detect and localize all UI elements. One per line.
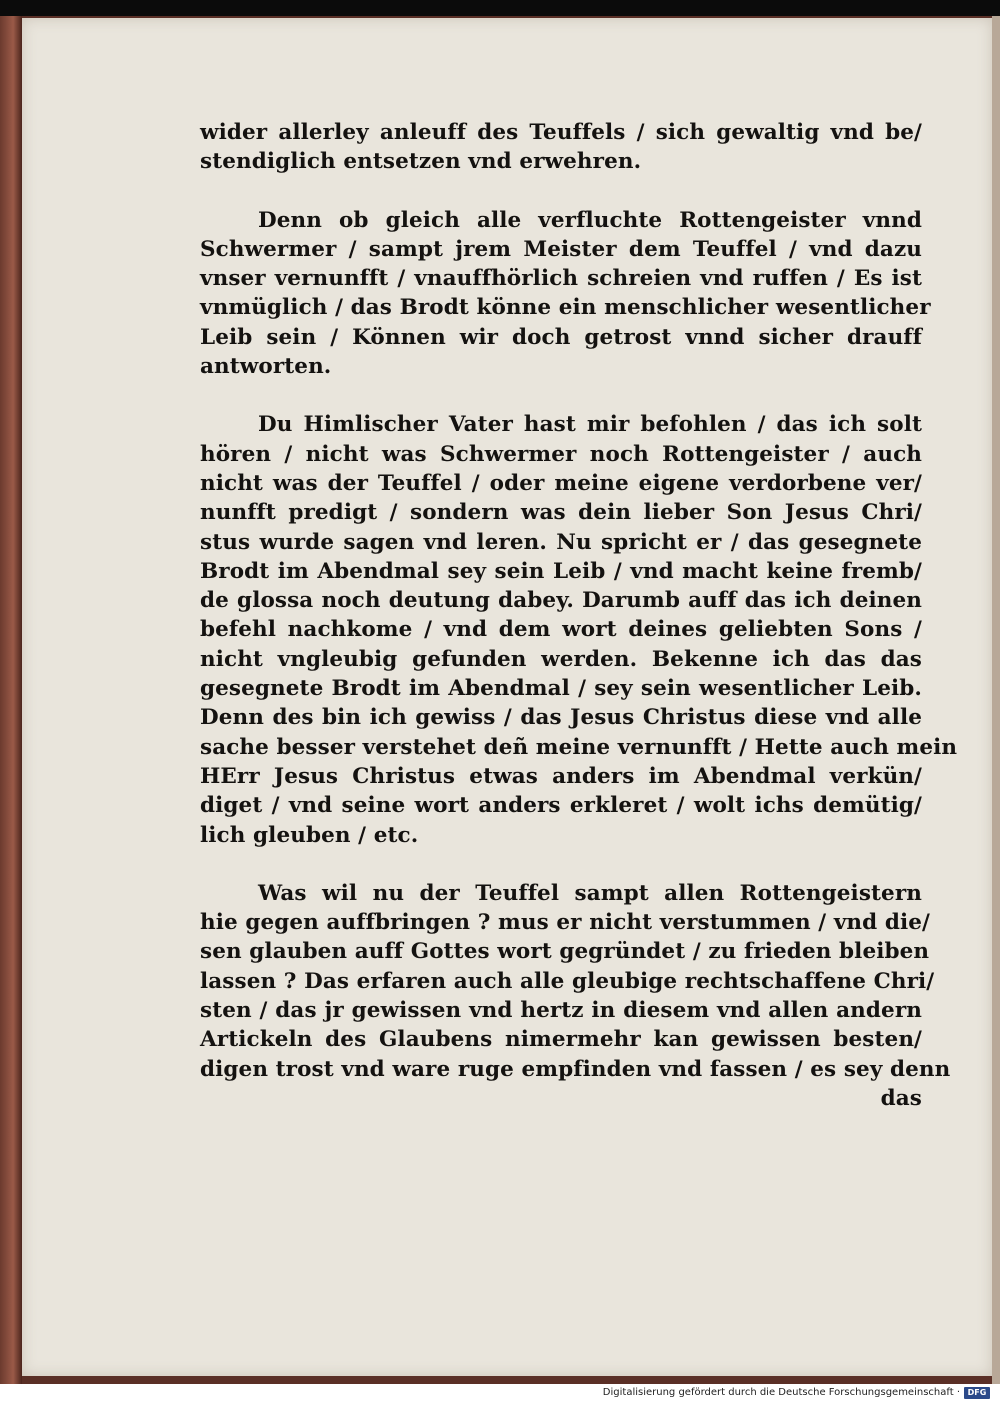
footer-bar: [0, 1384, 1000, 1403]
paragraph-gap: [200, 381, 922, 410]
text-line: nunfft predigt / sondern was dein lieber Son Jesus Chri/: [200, 500, 922, 526]
text-line: Denn ob gleich alle verfluchte Rottengeister vnnd: [258, 207, 922, 233]
text-line: antworten.: [200, 354, 332, 380]
text-line: lassen ? Das erfaren auch alle gleubige rechtschaffene Chri/: [200, 968, 935, 994]
text-line: stendiglich entsetzen vnd erwehren.: [200, 149, 642, 175]
page-text-block: [200, 118, 958, 1113]
text-line: Was wil nu der Teuffel sampt allen Rottengeistern: [258, 880, 922, 906]
text-line: nicht vngleubig gefunden werden. Bekenne ich das das: [200, 646, 922, 672]
text-line: wider allerley anleuff des Teuffels / sich gewaltig vnd be/: [200, 120, 922, 145]
text-line: sen glauben auff Gottes wort gegründet / zu frieden bleiben: [200, 939, 930, 965]
paragraph-gap: [200, 177, 922, 206]
text-line: Brodt im Abendmal sey sein Leib / vnd macht keine fremb/: [200, 558, 922, 584]
book-cover-edge: [0, 16, 22, 1384]
text-line: digen trost vnd ware ruge empfinden vnd fassen / es sey denn: [200, 1056, 951, 1082]
text-line: diget / vnd seine wort anders erkleret / wolt ichs demütig/: [200, 793, 922, 819]
text-line: stus wurde sagen vnd leren. Nu spricht er / das gesegnete: [200, 529, 922, 555]
dfg-logo-icon: DFG: [964, 1387, 990, 1399]
text-line: vnmüglich / das Brodt könne ein menschlicher wesentlicher: [200, 295, 931, 321]
text-line: sten / das jr gewissen vnd hertz in diesem vnd allen andern: [200, 998, 922, 1024]
text-line: hie gegen auffbringen ? mus er nicht verstummen / vnd die/: [200, 910, 931, 936]
text-line: gesegnete Brodt im Abendmal / sey sein wesentlicher Leib.: [200, 676, 922, 702]
text-line: de glossa noch deutung dabey. Darumb auff das ich deinen: [200, 588, 922, 614]
paragraph-gap: [200, 850, 922, 879]
text-line: sache besser verstehet deñ meine vernunfft / Hette auch mein: [200, 734, 958, 760]
text-line: nicht was der Teuffel / oder meine eigene verdorbene ver/: [200, 470, 922, 496]
catchword: das: [880, 1085, 922, 1111]
text-line: befehl nachkome / vnd dem wort deines geliebten Sons /: [200, 617, 922, 643]
text-line: Leib sein / Können wir doch getrost vnnd sicher drauff: [200, 324, 922, 350]
text-line: Denn des bin ich gewiss / das Jesus Christus diese vnd alle: [200, 705, 922, 731]
text-line: Du Himlischer Vater hast mir befohlen / das ich solt: [258, 412, 922, 438]
book-page-edge: [992, 16, 1000, 1384]
text-line: lich gleuben / etc.: [200, 822, 419, 848]
text-line: Schwermer / sampt jrem Meister dem Teuffel / vnd dazu: [200, 236, 922, 262]
scanner-top-band: [0, 0, 1000, 16]
text-line: vnser vernunfft / vnauffhörlich schreien vnd ruffen / Es ist: [200, 266, 922, 292]
text-line: hören / nicht was Schwermer noch Rottengeister / auch: [200, 441, 922, 467]
text-line: Artickeln des Glaubens nimermehr kan gewissen besten/: [200, 1027, 922, 1053]
funding-credit: Digitalisierung gefördert durch die Deutsche Forschungsgemeinschaft ·: [602, 1387, 960, 1398]
text-line: HErr Jesus Christus etwas anders im Abendmal verkün/: [200, 763, 922, 789]
